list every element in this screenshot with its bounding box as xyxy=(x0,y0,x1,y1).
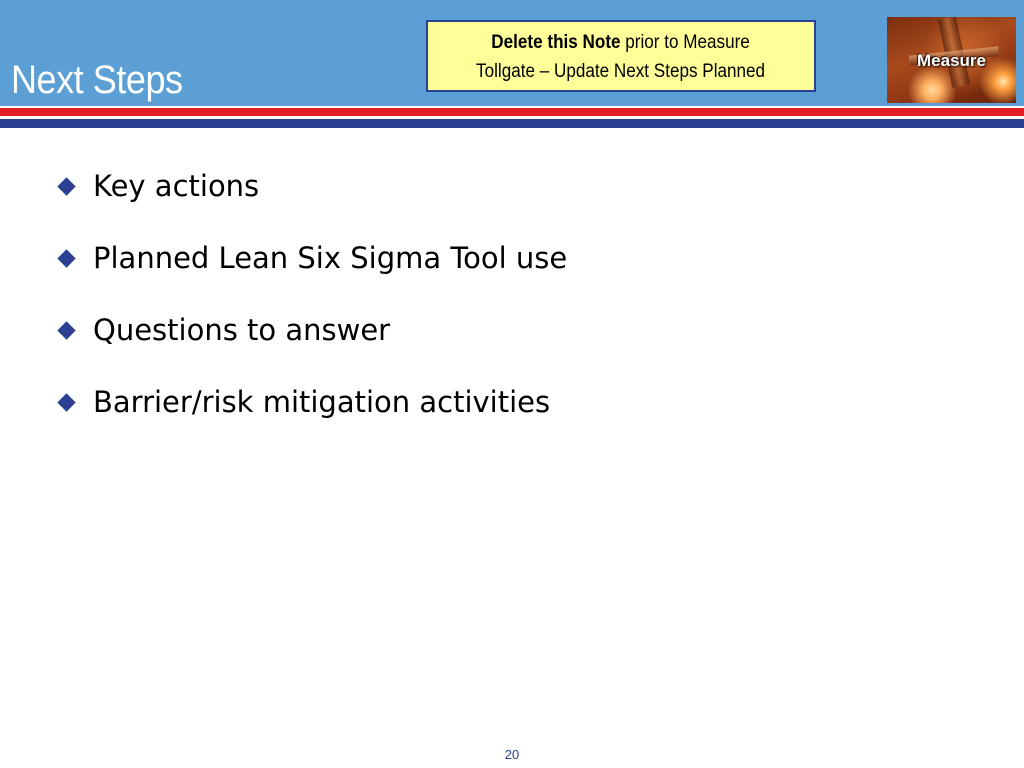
header-divider-red xyxy=(0,108,1024,116)
slide-title: Next Steps xyxy=(11,58,183,102)
delete-note-text xyxy=(476,28,765,86)
diamond-bullet-icon xyxy=(57,249,75,267)
bullet-text: Planned Lean Six Sigma Tool use xyxy=(93,241,568,275)
bullet-text: Barrier/risk mitigation activities xyxy=(93,385,551,419)
bullet-item xyxy=(56,306,567,378)
measure-phase-label: Measure xyxy=(917,51,986,70)
delete-note-box xyxy=(426,20,816,92)
bullet-list xyxy=(56,162,567,450)
bullet-item xyxy=(56,234,567,306)
bullet-item xyxy=(56,162,567,234)
diamond-bullet-icon xyxy=(57,393,75,411)
header-divider-blue xyxy=(0,119,1024,128)
note-bold-text: Delete this Note xyxy=(491,32,621,53)
bullet-text: Key actions xyxy=(93,169,260,203)
note-line1-rest: prior to Measure xyxy=(620,32,751,53)
page-number: 20 xyxy=(504,747,520,762)
measure-phase-badge xyxy=(887,17,1016,103)
note-line2: Tollgate – Update Next Steps Planned xyxy=(476,61,766,82)
bullet-item xyxy=(56,378,567,450)
bullet-text: Questions to answer xyxy=(93,313,391,347)
diamond-bullet-icon xyxy=(57,321,75,339)
diamond-bullet-icon xyxy=(57,177,75,195)
